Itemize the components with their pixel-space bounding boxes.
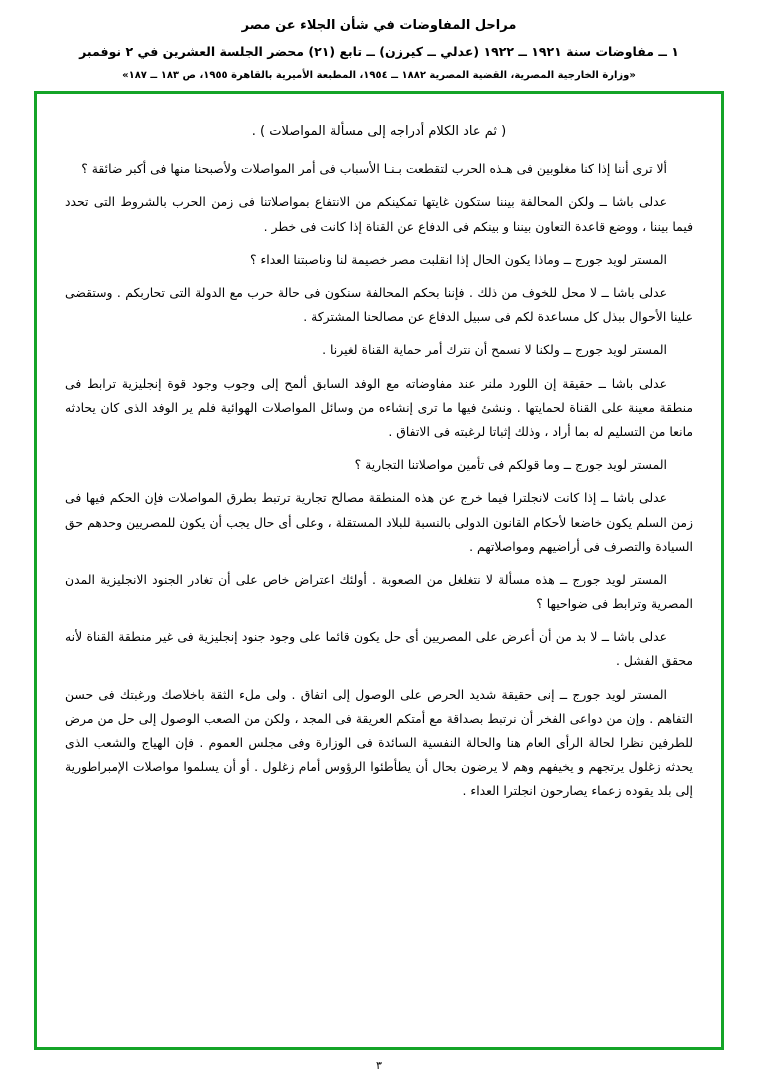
paragraph: المستر لويد جورج ــ وماذا يكون الحال إذا انقلبت مصر خصيمة لنا وناصبتنا العداء ؟ (249, 251, 667, 267)
paragraph: عدلى باشا ــ ولكن المحالفة بيننا ستكون غايتها تمكينكم من الانتفاع بمواصلاتنا فى زمن الحرب بالشروط التى تحدد فيما بيننا ، ووضع قاعدة التعاون بيننا و بينكم فى الدفاع عن القناة إذا كانت فى خطر . (65, 194, 693, 234)
paragraph: عدلى باشا ــ إذا كانت لانجلترا فيما خرج عن هذه المنطقة مصالح تجارية ترتبط بطرق المواصلات فإن الحكم فيها فى زمن السلم يكون خاضعا لأحكام القانون الدولى بالنسبة للبلاد المستقلة ، وعلى أى حال يجب أن يكون للمصريين وحدهم حق السيادة والتصرف فى أراضيهم ومواصلاتهم . (65, 490, 693, 554)
page-number: ٣ (376, 1059, 382, 1072)
page-title: مراحل المفاوضات في شأن الجلاء عن مصر (241, 18, 517, 33)
source-citation: «وزارة الخارجية المصرية، القضية المصرية ١٨٨٢ ــ ١٩٥٤، المطبعة الأميرية بالقاهرة ١٩٥٥، ص ١٨٣ ــ ١٨٧» (122, 69, 636, 81)
paragraph: المستر لويد جورج ــ هذه مسألة لا نتغلغل من الصعوبة . أولئك اعتراض خاص على أن تغادر الجنود الانجليزية المدن المصرية وترابط فى ضواحيها ؟ (65, 571, 693, 612)
paragraph: عدلى باشا ــ حقيقة إن اللورد ملنر عند مفاوضاته مع الوفد السابق ألمح إلى وجوب وجود قوة إنجليزية ترابط فى منطقة معينة على القناة لحمايتها . ونشئ فيها ما ترى إنشاءه من وسائل المواصلات الهوائية فلم ير الوفد الذى كان يحادثه مانعا من التسليم له بما أراد ، وذلك إثباتا لرغبته فى الاتفاق . (65, 375, 693, 439)
document-header (34, 18, 724, 91)
page-subtitle: ١ ــ مفاوضات سنة ١٩٢١ ــ ١٩٢٢ (عدلي ــ كيرزن) ــ تابع (٢١) محضر الجلسة العشرين في ٢ نوفمبر (79, 43, 679, 59)
paragraph: عدلى باشا ــ لا محل للخوف من ذلك . فإننا بحكم المحالفة سنكون فى حالة حرب مع الدولة التى تحاربكم . وستقضى علينا الأحوال ببذل كل مساعدة لكم فى سبيل الدفاع عن مصالحنا المشتركة . (65, 285, 693, 325)
paragraph: عدلى باشا ــ لا بد من أن أعرض على المصريين أى حل يكون قائما على وجود جنود إنجليزية فى غير منطقة القناة لأنه محقق الفشل . (65, 629, 693, 669)
paragraph: المستر لويد جورج ــ وما قولكم فى تأمين مواصلاتنا التجارية ؟ (354, 457, 667, 473)
paragraph: المستر لويد جورج ــ إنى حقيقة شديد الحرص على الوصول إلى اتفاق . ولى ملء الثقة باخلاصك ورغبتك فى حسن التفاهم . وإن من دواعى الفخر أن نرتبط بصداقة مع أمتكم العريقة فى المجد ، ولكن من الصعب الوصول إلى حل من مرض للطرفين نظرا لحالة الرأى العام هنا والحالة النفسية السائدة فى الوزارة وفى مجلس العموم . فإن الهياج والشعب الذى يحدثه زغلول يرتجهم و يخيفهم وهم لا يرضون بحال أن يطأطئوا الرؤوس أمام زغلول . أو أن يسلموا مواصلات الإمبراطورية إلى بلد يقوده زعماء يصارحون انجلترا العداء . (65, 686, 693, 799)
lead-note: ( ثم عاد الكلام أدراجه إلى مسألة المواصلات ) . (251, 123, 507, 139)
paragraph: ألا ترى أننا إذا كنا مغلوبين فى هـذه الحرب لتقطعت بـنـا الأسباب فى أمر المواصلات ولأصبحنا منها فى أكبر ضائقة ؟ (81, 161, 667, 177)
paragraph: المستر لويد جورج ــ ولكنا لا نسمح أن نترك أمر حماية القناة لغيرنا . (322, 342, 667, 358)
content-frame (34, 91, 724, 1050)
page-footer (34, 1050, 724, 1072)
